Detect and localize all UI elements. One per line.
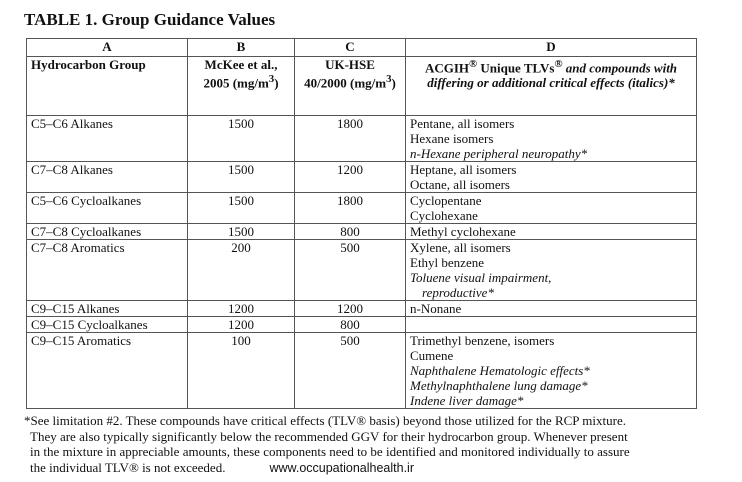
tlv-compound: Hexane isomers (410, 131, 494, 146)
cell-tlv-compounds (406, 333, 697, 409)
cell-hydrocarbon-group: C7–C8 Cycloalkanes (27, 224, 188, 240)
cell-tlv-compounds (406, 224, 697, 240)
header-acgih-reg: ® (469, 58, 478, 70)
table-row (27, 224, 697, 240)
header-acgih-text1: ACGIH (424, 60, 470, 76)
header-hydrocarbon-group: Hydrocarbon Group (27, 57, 188, 116)
cell-hydrocarbon-group: C7–C8 Aromatics (27, 240, 188, 301)
column-letter-d: D (406, 39, 697, 57)
cell-mckee-value: 1500 (188, 116, 295, 162)
header-ukhse (295, 57, 406, 116)
table-row (27, 301, 697, 317)
cell-ukhse-value: 800 (295, 224, 406, 240)
tlv-critical-effect: Toluene visual impairment, (410, 270, 552, 285)
header-ukhse-line1: UK-HSE (325, 57, 375, 72)
header-ukhse-end: ) (391, 75, 396, 91)
table-row (27, 162, 697, 193)
table-row (27, 317, 697, 333)
tlv-critical-effect: Naphthalene Hematologic effects* (410, 363, 590, 378)
cell-ukhse-value: 1200 (295, 162, 406, 193)
footnote (24, 413, 724, 476)
cell-hydrocarbon-group: C7–C8 Alkanes (27, 162, 188, 193)
watermark-url: www.occupationalhealth.ir (269, 460, 414, 475)
footnote-line-3: in the mixture in appreciable amounts, these components need to be identified and monitored individually to assure (30, 444, 630, 459)
tlv-critical-effect: n-Hexane peripheral neuropathy* (410, 146, 588, 161)
table-body (27, 116, 697, 409)
cell-tlv-compounds (406, 317, 697, 333)
table-row (27, 193, 697, 224)
table-title: TABLE 1. Group Guidance Values (24, 10, 276, 29)
cell-mckee-value: 200 (188, 240, 295, 301)
tlv-critical-effect: reproductive* (422, 285, 494, 300)
cell-ukhse-value: 500 (295, 333, 406, 409)
tlv-compound: Octane, all isomers (410, 177, 510, 192)
tlv-compound: Trimethyl benzene, isomers (410, 333, 555, 348)
cell-tlv-compounds (406, 301, 697, 317)
header-mckee-sup: 3 (268, 73, 275, 85)
cell-ukhse-value: 800 (295, 317, 406, 333)
tlv-compound: Methyl cyclohexane (410, 224, 516, 239)
tlv-critical-effect: Methylnaphthalene lung damage* (410, 378, 588, 393)
column-letter-b: B (188, 39, 295, 57)
table-row (27, 240, 697, 301)
footnote-line-4-wrap (24, 460, 724, 477)
cell-ukhse-value: 1800 (295, 116, 406, 162)
header-acgih (406, 57, 697, 116)
header-mckee (188, 57, 295, 116)
guidance-values-table (26, 38, 697, 409)
cell-ukhse-value: 1800 (295, 193, 406, 224)
tlv-compound: Heptane, all isomers (410, 162, 517, 177)
tlv-critical-effect: Indene liver damage* (410, 393, 524, 408)
header-ukhse-sup: 3 (386, 73, 392, 85)
tlv-compound: n-Nonane (410, 301, 462, 316)
cell-mckee-value: 1500 (188, 193, 295, 224)
tlv-compound: Cyclohexane (410, 208, 478, 223)
footnote-line-2: They are also typically significantly below the recommended GGV for their hydrocarbon group. Whenever present (30, 428, 628, 444)
table-row (27, 333, 697, 409)
cell-mckee-value: 1500 (188, 162, 295, 193)
tlv-compound: Cumene (410, 348, 454, 363)
cell-hydrocarbon-group: C5–C6 Cycloalkanes (27, 193, 188, 224)
footnote-line-4: the individual TLV® is not exceeded. (30, 459, 226, 475)
header-acgih-text3: and compounds with (562, 60, 678, 76)
cell-hydrocarbon-group: C9–C15 Alkanes (27, 301, 188, 317)
cell-ukhse-value: 500 (295, 240, 406, 301)
column-letter-a: A (27, 39, 188, 57)
table-row (27, 116, 697, 162)
cell-mckee-value: 1200 (188, 301, 295, 317)
header-mckee-line1: McKee et al., (204, 57, 278, 72)
cell-mckee-value: 1200 (188, 317, 295, 333)
footnote-line-1: *See limitation #2. These compounds have critical effects (TLV® basis) beyond those utilized for the RCP mixture. (24, 413, 626, 428)
cell-tlv-compounds (406, 162, 697, 193)
header-mckee-line2: 2005 (mg/m (203, 75, 269, 91)
cell-hydrocarbon-group: C9–C15 Cycloalkanes (27, 317, 188, 333)
cell-tlv-compounds (406, 116, 697, 162)
column-letter-row (27, 39, 697, 57)
tlv-compound: Ethyl benzene (410, 255, 484, 270)
header-ukhse-line2: 40/2000 (mg/m (304, 75, 387, 91)
cell-mckee-value: 1500 (188, 224, 295, 240)
tlv-compound: Xylene, all isomers (410, 240, 511, 255)
cell-tlv-compounds (406, 240, 697, 301)
header-acgih-reg2: ® (554, 58, 563, 70)
column-header-row (27, 57, 697, 116)
tlv-compound: Pentane, all isomers (410, 116, 515, 131)
cell-ukhse-value: 1200 (295, 301, 406, 317)
column-letter-c: C (295, 39, 406, 57)
header-acgih-text4: differing or additional critical effects (italics)* (427, 75, 675, 91)
cell-mckee-value: 100 (188, 333, 295, 409)
cell-hydrocarbon-group: C9–C15 Aromatics (27, 333, 188, 409)
cell-hydrocarbon-group: C5–C6 Alkanes (27, 116, 188, 162)
header-mckee-end: ) (274, 75, 279, 91)
header-acgih-text2: Unique TLVs (477, 60, 555, 76)
cell-tlv-compounds (406, 193, 697, 224)
tlv-compound: Cyclopentane (410, 193, 482, 208)
